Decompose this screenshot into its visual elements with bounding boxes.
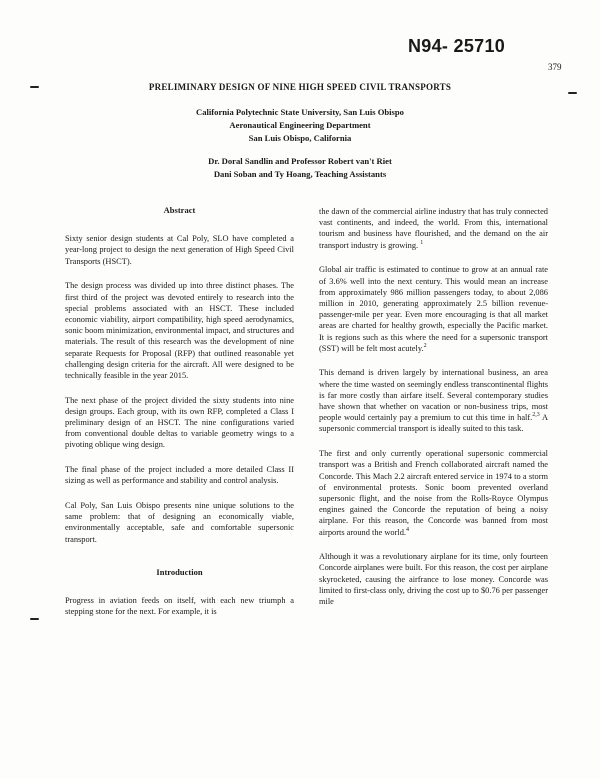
right-column — [319, 206, 548, 621]
report-number: N94- 25710 — [408, 36, 506, 56]
paragraph-text: Although it was a revolutionary airplane for its time, only fourteen Concorde airplanes were built. For this reason, the cost per airplane skyrocketed, causing the airfrance to lose money. Concorde was limited to first-class only, driving the cost up to $0.76 per passenger mile — [319, 552, 548, 607]
affiliation-block — [0, 106, 600, 145]
body-paragraph — [319, 367, 548, 434]
author-block — [0, 155, 600, 181]
abstract-paragraph: The next phase of the project divided the sixty students into nine design groups. Each group, with its own RFP, completed a Class I preliminary design of an HSCT. The nine configurations varied from conventional double deltas to variable geometry wings to a pivoting oblique wing design. — [65, 395, 294, 450]
introduction-heading: Introduction — [156, 566, 203, 577]
reference-marker: 2,3 — [532, 412, 540, 419]
abstract-paragraph: Cal Poly, San Luis Obispo presents nine unique solutions to the same problem: that of designing an economically viable, environmentally acceptable, safe and comfortable supersonic transport. — [65, 501, 294, 544]
left-column — [65, 205, 294, 631]
body-paragraph — [319, 551, 548, 607]
paragraph-text: This demand is driven largely by international business, an area where the time wasted on seemingly endless transcontinental flights is far more costly than airfare itself. Several contemporary studies have shown that whether on vacation or non-business trips, most people would certainly pay a premium to cut this time in half. — [319, 368, 548, 423]
paper-title: PRELIMINARY DESIGN OF NINE HIGH SPEED CIVIL TRANSPORTS — [148, 82, 452, 92]
paragraph-text: A supersonic commercial transport is ideally suited to this task. — [319, 413, 548, 434]
body-paragraph — [319, 448, 548, 538]
affiliation-line: California Polytechnic State University, San Luis Obispo — [196, 107, 404, 117]
abstract-heading: Abstract — [163, 205, 196, 215]
paragraph-text: the dawn of the commercial airline industry that has truly connected vast continents, and indeed, the world. From this, international tourism and business have flourished, and the demand on the air transport industry is growing. — [319, 207, 548, 250]
page-number: 379 — [548, 62, 562, 72]
body-paragraph — [319, 264, 548, 354]
introduction-paragraph: Progress in aviation feeds on itself, with each new triumph a stepping stone for the next. For example, it is — [65, 596, 294, 617]
affiliation-line: San Luis Obispo, California — [248, 133, 352, 143]
margin-mark-top-right — [568, 92, 577, 94]
abstract-paragraph: The design process was divided up into three distinct phases. The first third of the project was devoted entirely to research into the special problems associated with an HSCT. These included economic viability, airport compatibility, high speed aerodynamics, sonic boom minimization, environmental impact, and structures and materials. The result of this research was the development of nine separate Requests for Proposal (RFP) that outlined reasonable yet challenging design criteria for the aircraft. All were designed to be technically feasible in the year 2015. — [65, 281, 294, 380]
abstract-paragraph: Sixty senior design students at Cal Poly, SLO have completed a year-long project to design the next generation of High Speed Civil Transports (HSCT). — [65, 234, 294, 266]
affiliation-line: Aeronautical Engineering Department — [229, 120, 371, 130]
reference-marker: 2 — [423, 342, 427, 349]
abstract-paragraph: The final phase of the project included a more detailed Class II sizing as well as performance and stability and control analysis. — [65, 465, 294, 486]
paragraph-text: The first and only currently operational supersonic commercial transport was a British and French collaborated aircraft named the Concorde. This Mach 2.2 aircraft entered service in 1974 to a storm of environmental protests. Sonic boom prevented overland supersonic flight, and the noise from the Rolls-Royce Olympus engines gained the Concorde the reputation of being a noisy airplane. For this reason, the Concorde was banned from most airports around the world. — [319, 449, 548, 537]
margin-mark-bottom-left — [30, 618, 39, 620]
author-line: Dr. Doral Sandlin and Professor Robert van't Riet — [208, 156, 392, 166]
reference-marker: 4 — [406, 526, 409, 533]
body-paragraph — [319, 206, 548, 251]
author-line: Dani Soban and Ty Hoang, Teaching Assistants — [213, 169, 387, 179]
paragraph-text: Global air traffic is estimated to continue to grow at an annual rate of 3.6% well into the next century. This would mean an increase from approximately 986 million passengers today, to about 2,086 million in 2010, generating approximately 2.5 billion revenue-passenger-mile per year. Even more encouraging is that all market areas are charted for healthy growth, especially the Pacific market. It is regions such as this where the need for a supersonic transport (SST) will be felt most acutely. — [319, 265, 548, 353]
reference-marker: 1 — [420, 239, 424, 246]
